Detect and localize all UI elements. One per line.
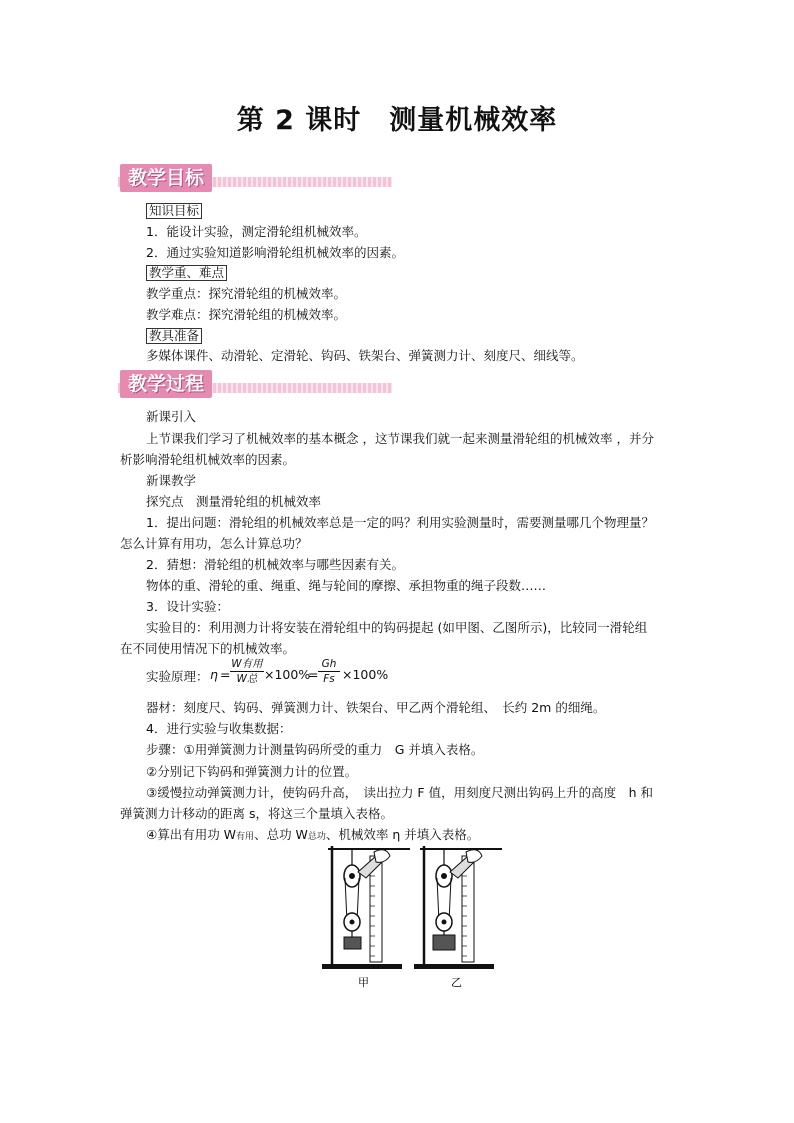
fraction-useful-over-total	[230, 658, 264, 685]
teaching-aids-label: 教具准备	[146, 328, 202, 344]
eta-symbol: η	[210, 667, 218, 682]
pulley-apparatus-figure	[318, 842, 508, 992]
step-line: ③缓慢拉动弹簧测力计，使钩码升高， 读出拉力 F 值，用刻度尺测出钩码上升的高度 h 和	[146, 785, 653, 800]
paragraph-line: 2．猜想：滑轮组的机械效率与哪些因素有关。	[146, 557, 404, 572]
fraction-bar	[230, 671, 264, 672]
pulley-setup-a	[322, 846, 410, 969]
times-100-percent: ×100%	[342, 667, 389, 682]
section-banner-process	[118, 370, 392, 400]
objective-item: 2．通过实验知道影响滑轮组机械效率的因素。	[146, 245, 404, 260]
fraction-bar	[318, 671, 340, 672]
section-heading-objectives: 教学目标	[120, 164, 212, 192]
paragraph-line: 4．进行实验与收集数据：	[146, 721, 292, 736]
hand-icon	[374, 850, 390, 863]
key-points-label: 教学重、难点	[146, 265, 227, 281]
stand-base	[322, 964, 402, 969]
step-line: 步骤：①用弹簧测力计测量钩码所受的重力 G 并填入表格。	[146, 742, 484, 757]
page-title: 第 2 课时 测量机械效率	[236, 105, 558, 136]
paragraph-line: 在不同使用情况下的机械效率。	[120, 641, 296, 656]
exploration-heading: 探究点 测量滑轮组的机械效率	[146, 494, 322, 509]
intro-label: 新课引入	[146, 409, 197, 424]
numerator: W有用	[231, 658, 263, 670]
equals-sign: =	[308, 667, 319, 682]
figure-label-b: 乙	[451, 976, 462, 989]
paragraph-line: 物体的重、滑轮的重、绳重、绳与轮间的摩擦、承担物重的绳子段数……	[146, 578, 547, 593]
denominator: W总	[236, 673, 258, 685]
figure-label-a: 甲	[358, 976, 369, 989]
equipment-line: 器材：刻度尺、钩码、弹簧测力计、铁架台、甲乙两个滑轮组、 长约 2m 的细绳。	[146, 700, 606, 715]
weight-block	[344, 937, 361, 949]
equals-sign: =	[220, 667, 231, 682]
fraction-gh-over-fs	[318, 658, 340, 685]
step-line: 弹簧测力计移动的距离 s，将这三个量填入表格。	[120, 806, 393, 821]
times-100-percent: ×100%	[264, 667, 311, 682]
hand-icon	[466, 850, 482, 863]
teaching-aids-text: 多媒体课件、动滑轮、定滑轮、钩码、铁架台、弹簧测力计、刻度尺、细线等。	[146, 348, 584, 363]
new-lesson-label: 新课教学	[146, 473, 197, 488]
denominator: Fs	[323, 673, 335, 685]
stand-base	[414, 964, 494, 969]
pulley-setup-b	[414, 846, 502, 969]
paragraph-line: 实验目的：利用测力计将安装在滑轮组中的钩码提起 (如甲图、乙图所示)，比较同一滑轮组	[146, 620, 648, 635]
paragraph-line: 怎么计算有用功，怎么计算总功？	[120, 536, 308, 551]
key-point-text: 教学重点：探究滑轮组的机械效率。	[146, 286, 347, 301]
knowledge-objectives-label: 知识目标	[146, 203, 202, 219]
numerator: Gh	[321, 658, 337, 670]
paragraph-line: 上节课我们学习了机械效率的基本概念 ，这节课我们就一起来测量滑轮组的机械效率 ，并分	[146, 431, 654, 446]
step-line: ④算出有用功 W有用、总功 W总功、机械效率 η 并填入表格。	[146, 827, 480, 842]
paragraph-line: 3．设计实验：	[146, 599, 229, 614]
principle-label: 实验原理：	[146, 669, 209, 684]
section-heading-process: 教学过程	[120, 370, 212, 398]
paragraph-line: 1．提出问题：滑轮组的机械效率总是一定的吗？利用实验测量时，需要测量哪几个物理量？	[146, 515, 654, 530]
step-line: ②分别记下钩码和弹簧测力计的位置。	[146, 764, 358, 779]
paragraph-line: 析影响滑轮组机械效率的因素。	[120, 452, 296, 467]
section-banner-objectives	[118, 164, 392, 194]
difficult-point-text: 教学难点：探究滑轮组的机械效率。	[146, 307, 347, 322]
objective-item: 1．能设计实验，测定滑轮组机械效率。	[146, 224, 367, 239]
weight-block-heavy	[433, 935, 455, 950]
